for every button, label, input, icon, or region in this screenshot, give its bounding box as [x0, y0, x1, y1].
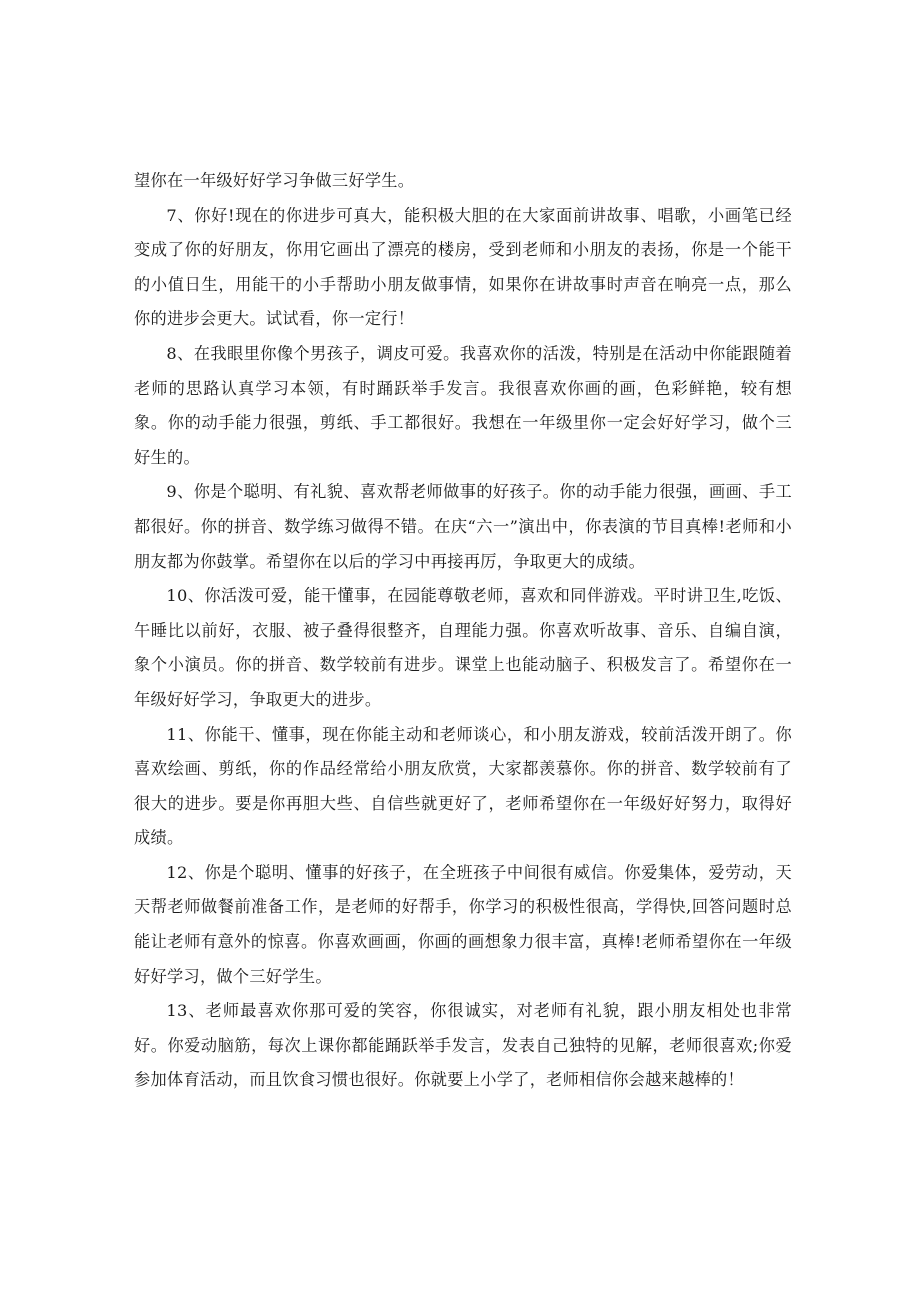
document-body	[134, 164, 792, 1098]
paragraph-10: 10、你活泼可爱，能干懂事，在园能尊敬老师，喜欢和同伴游戏。平时讲卫生,吃饭、午睡比以前好，衣服、被子叠得很整齐，自理能力强。你喜欢听故事、音乐、自编自演，象个小演员。你的拼音、数学较前有进步。课堂上也能动脑子、积极发言了。希望你在一年级好好学习，争取更大的进步。	[134, 586, 792, 709]
paragraph-11: 11、你能干、懂事，现在你能主动和老师谈心，和小朋友游戏，较前活泼开朗了。你喜欢绘画、剪纸，你的作品经常给小朋友欣赏，大家都羡慕你。你的拼音、数学较前有了很大的进步。要是你再胆大些、自信些就更好了，老师希望你在一年级好好努力，取得好成绩。	[134, 724, 792, 848]
paragraph-13: 13、老师最喜欢你那可爱的笑容，你很诚实，对老师有礼貌，跟小朋友相处也非常好。你爱动脑筋，每次上课你都能踊跃举手发言，发表自己独特的见解，老师很喜欢;你爱参加体育活动，而且饮食习惯也很好。你就要上小学了，老师相信你会越来越棒的！	[134, 1001, 792, 1090]
paragraph-continuation: 望你在一年级好好学习争做三好学生。	[134, 171, 415, 190]
paragraph-8: 8、在我眼里你像个男孩子，调皮可爱。我喜欢你的活泼，特别是在活动中你能跟随着老师的思路认真学习本领，有时踊跃举手发言。我很喜欢你画的画，色彩鲜艳，较有想象。你的动手能力很强，剪纸、手工都很好。我想在一年级里你一定会好好学习，做个三好生的。	[134, 343, 792, 467]
paragraph-12: 12、你是个聪明、懂事的好孩子，在全班孩子中间很有威信。你爱集体，爱劳动，天天帮老师做餐前准备工作，是老师的好帮手，你学习的积极性很高，学得快,回答问题时总能让老师有意外的惊喜。你喜欢画画，你画的画想象力很丰富，真棒!老师希望你在一年级好好学习，做个三好学生。	[134, 862, 792, 986]
paragraph-9: 9、你是个聪明、有礼貌、喜欢帮老师做事的好孩子。你的动手能力很强，画画、手工都很好。你的拼音、数学练习做得不错。在庆“六一”演出中，你表演的节目真棒!老师和小朋友都为你鼓掌。希望你在以后的学习中再接再厉，争取更大的成绩。	[134, 482, 792, 571]
paragraph-7: 7、你好!现在的你进步可真大，能积极大胆的在大家面前讲故事、唱歌，小画笔已经变成了你的好朋友，你用它画出了漂亮的楼房，受到老师和小朋友的表扬，你是一个能干的小值日生，用能干的小手帮助小朋友做事情，如果你在讲故事时声音在响亮一点，那么你的进步会更大。试试看，你一定行！	[134, 205, 792, 329]
